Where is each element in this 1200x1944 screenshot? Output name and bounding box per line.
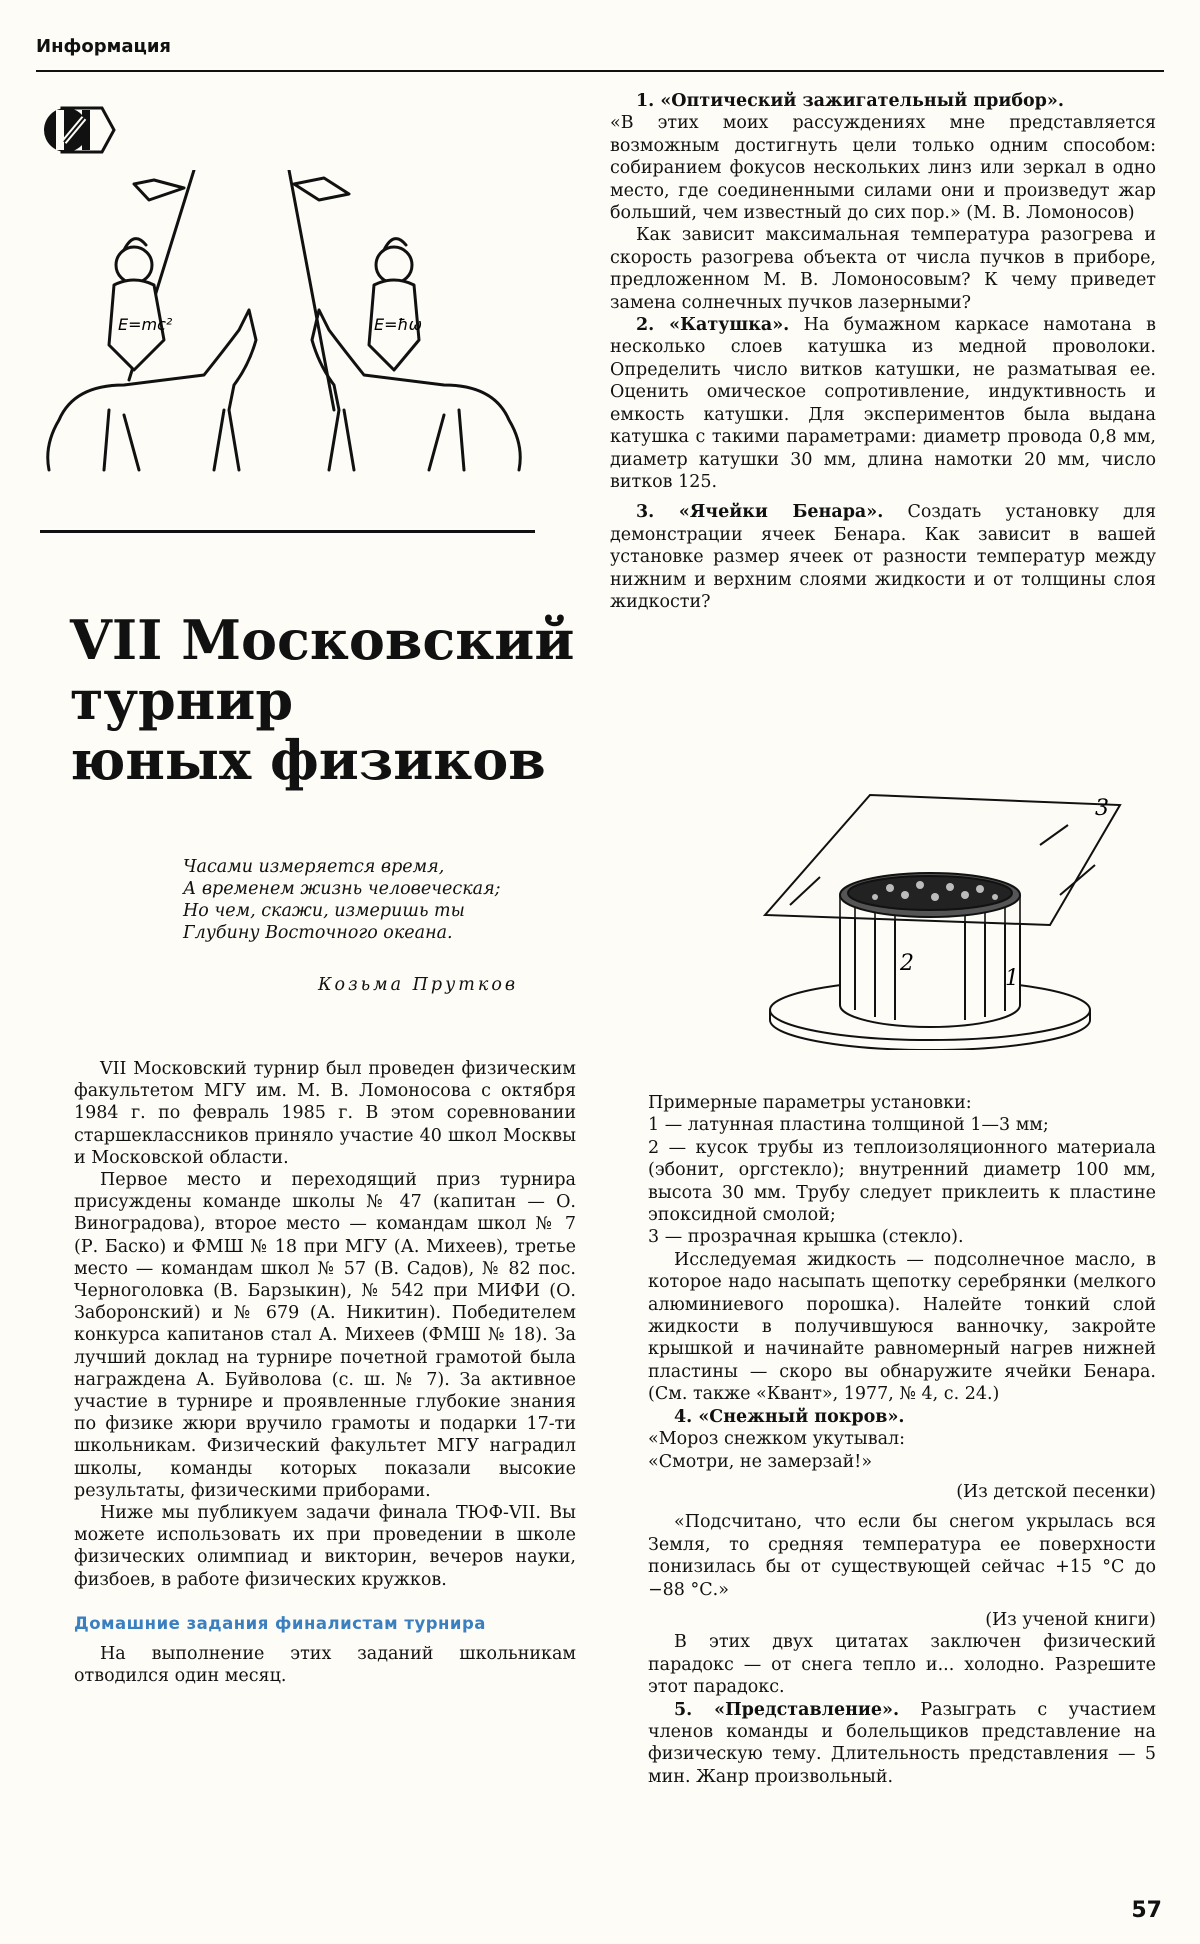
figure-label-1: 1 [1005,966,1019,991]
epigraph [183,856,583,944]
title-line-1: VII Московский [70,608,575,672]
homework-subheading: Домашние задания финалистам турнира [74,1613,486,1633]
figure-label-3: 3 [1095,796,1109,821]
task4-source-1: (Из детской песенки) [956,1481,1156,1502]
right-column-bottom [648,1092,1156,1788]
right-column-top [610,90,1156,613]
task3-text: Создать установку для демонстрации ячеек Бенара. Как зависит в вашей установке размер ячеек от разности температур между нижним и верхним слоями жидкости и от толщины слоя жидкости? [610,502,1156,612]
publish-paragraph: Ниже мы публикуем задачи финала ТЮФ-VII. Вы можете использовать их при проведении в школе физических олимпиад и викторин, вечеров науки, физбоев, в работе физических кружков. [74,1503,576,1590]
title-line-3: юных физиков [70,728,546,792]
params-heading: Примерные параметры установки: [648,1093,972,1113]
shield-right-formula: E=ħω [374,315,423,334]
epigraph-line-1: Часами измеряется время, [183,857,445,877]
task4-quote: «Подсчитано, что если бы снегом укрылась вся Земля, то средняя температура ее поверхности понизилась бы от существующей сейчас +15 °С до −88 °С.» [648,1512,1156,1600]
task3-continuation: Исследуемая жидкость — подсолнечное масло, в которое надо насыпать щепотку серебрянки (мелкого алюминиевого порошка). Налейте тонкий слой жидкости в получившуюся ванночку, закройте крышкой и начинайте равномерный нагрев нижней пластины — скоро вы обнаружите ячейки Бенара. (См. также «Квант», 1977, № 4, с. 24.) [648,1249,1156,1405]
epigraph-line-3: Но чем, скажи, измеришь ты [183,901,465,921]
knights-illustration [34,170,534,530]
task5-heading: 5. «Представление». [674,1699,900,1720]
left-column [74,1058,576,1687]
task4-text: В этих двух цитатах заключен физический парадокс — от снега тепло и... холодно. Разрешите этот парадокс. [648,1632,1156,1698]
task4-source-2: (Из ученой книги) [985,1609,1156,1630]
epigraph-line-4: Глубину Восточного океана. [183,923,453,943]
page-number: 57 [1131,1898,1162,1923]
task4-poem-line-1: «Мороз снежком укутывал: [648,1429,906,1450]
task5-text: Разыграть с участием членов команды и болельщиков представление на физическую тему. Длительность представления — 5 мин. Жанр произвольный. [648,1699,1156,1787]
epigraph-author: Козьма Прутков [318,975,519,995]
homework-paragraph: На выполнение этих заданий школьникам отводился один месяц. [74,1644,576,1687]
param-1: 1 — латунная пластина толщиной 1—3 мм; [648,1115,1049,1136]
logo-icon [40,90,120,170]
figure-label-2: 2 [900,951,914,976]
section-header: Информация [36,36,171,57]
task4-poem-line-2: «Смотри, не замерзай!» [648,1451,873,1472]
param-3: 3 — прозрачная крышка (стекло). [648,1227,964,1248]
benard-setup-figure [750,785,1130,1050]
article-title [70,608,575,792]
param-2: 2 — кусок трубы из теплоизоляционного материала (эбонит, оргстекло); внутренний диаметр 100 мм, высота 30 мм. Трубу следует приклеить к пластине эпоксидной смолой; [648,1137,1156,1226]
title-line-2: турнир [70,668,294,732]
task3-heading: 3. «Ячейки Бенара». [636,502,884,523]
header-rule [36,70,1164,72]
epigraph-line-2: А временем жизнь человеческая; [183,879,501,899]
results-paragraph: Первое место и переходящий приз турнира присуждены команде школы № 47 (капитан — О. Виноградова), второе место — командам школ № 7 (Р. Баско) и ФМШ № 18 при МГУ (А. Михеев), третье место — командам школ № 57 (В. Садов), № 82 пос. Черноголовка (В. Барзыкин), № 542 при МИФИ (О. Заборонский) и № 679 (А. Никитин). Победителем конкурса капитанов стал А. Михеев (ФМШ № 18). За лучший доклад на турнире почетной грамотой была награждена А. Буйволова (с. ш. № 7). За активное участие в турнире и проявленные глубокие знания по физике жюри вручило грамоты и подарки 17-ти школьникам. Физический факультет МГУ наградил школы, команды которых показали высокие результаты, физическими приборами. [74,1170,576,1501]
task1-question: Как зависит максимальная температура разогрева и скорость разогрева объекта от числа пучков в приборе, предложенном М. В. Ломоносовым? К чему приведет замена солнечных пучков лазерными? [610,225,1156,313]
task1-quote: «В этих моих рассуждениях мне представляется возможным достигнуть цели только одним способом: собиранием фокусов нескольких линз или зеркал в одно место, где соединенными силами они и произведут жар больший, чем известный до сих пор.» (М. В. Ломоносов) [610,113,1156,224]
intro-paragraph: VII Московский турнир был проведен физическим факультетом МГУ им. М. В. Ломоносова с октября 1984 г. по февраль 1985 г. В этом соревновании старшеклассников приняло участие 40 школ Москвы и Московской области. [74,1059,576,1168]
task2-text: На бумажном каркасе намотана в несколько слоев катушка из медной проволоки. Определить число витков катушки, не разматывая ее. Оценить омическое сопротивление, индуктивность и емкость катушки. Для экспериментов была выдана катушка с такими параметрами: диаметр провода 0,8 мм, диаметр катушки 30 мм, длина намотки 20 мм, число витков 125. [610,315,1156,492]
task1-heading: 1. «Оптический зажигательный прибор». [636,91,1064,111]
task4-heading: 4. «Снежный покров». [674,1406,905,1427]
illustration-rule [40,530,535,533]
task2-heading: 2. «Катушка». [636,315,790,336]
shield-left-formula: E=mc² [118,315,173,334]
